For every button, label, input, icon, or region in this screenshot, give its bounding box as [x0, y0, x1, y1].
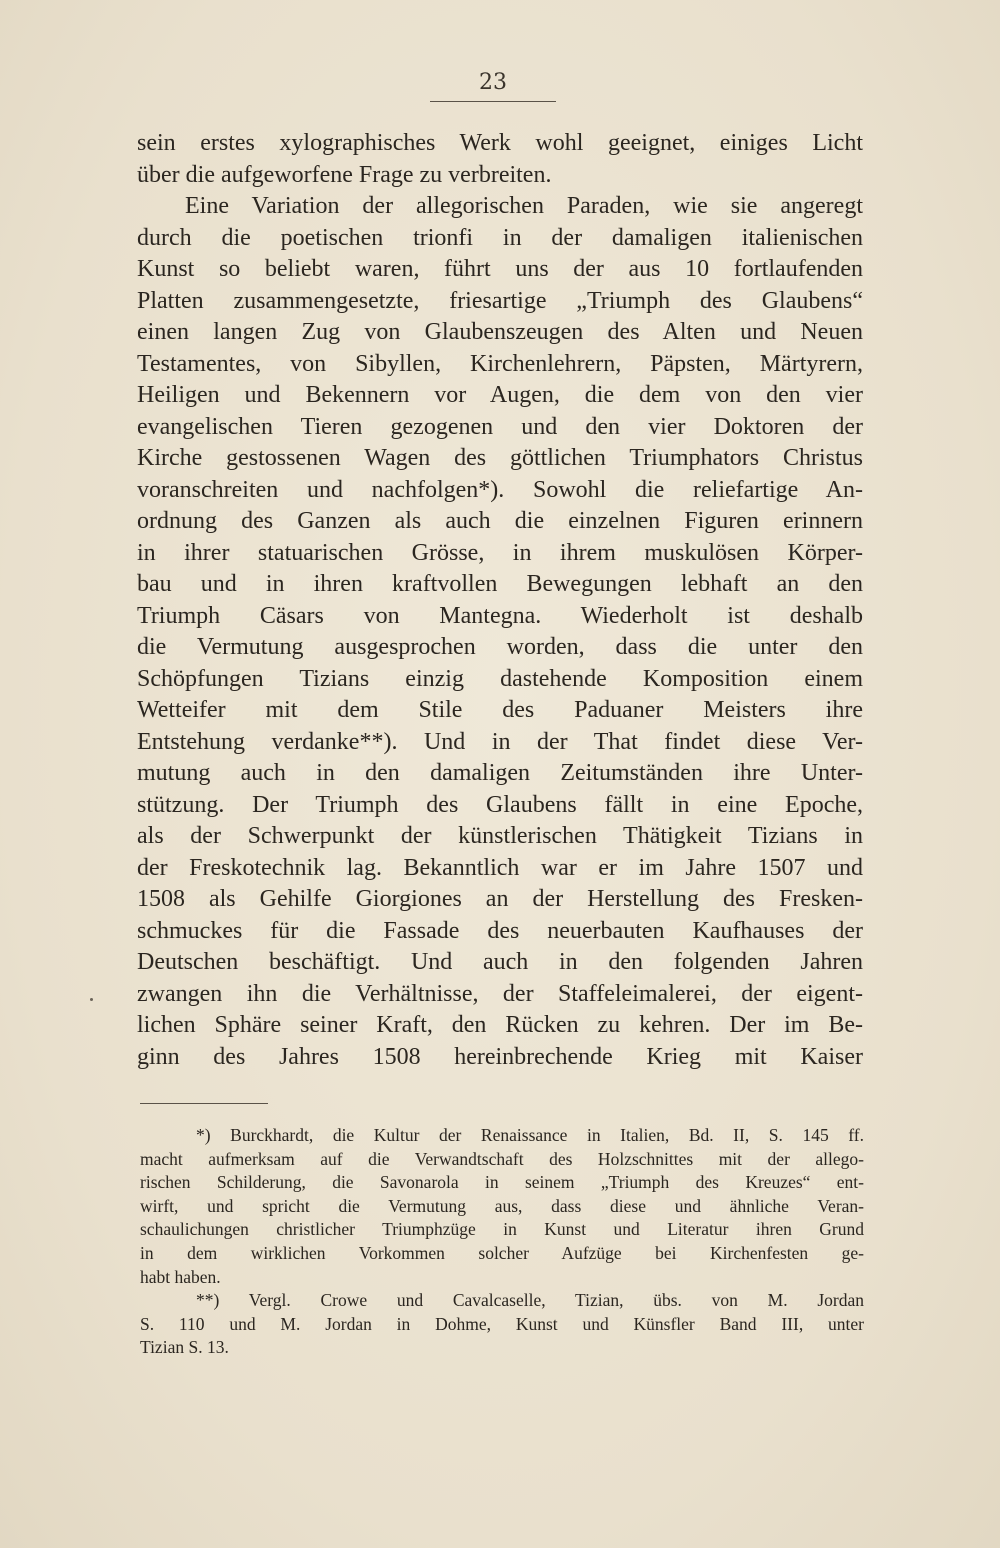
footnote-line: wirft, und spricht die Vermutung aus, dass diese und ähnliche Veran-	[140, 1195, 864, 1216]
body-line: zwangen ihn die Verhältnisse, der Staffeleimalerei, der eigent-	[137, 980, 863, 1007]
body-line: als der Schwerpunkt der künstlerischen Thätigkeit Tizians in	[137, 823, 863, 849]
footnote-rule	[140, 1103, 268, 1104]
footnote-line: schaulichungen christlicher Triumphzüge in Kunst und Literatur ihren Grund	[140, 1219, 864, 1240]
body-line: evangelischen Tieren gezogenen und den vier Doktoren der	[137, 413, 863, 440]
body-line: schmuckes für die Fassade des neuerbauten Kaufhauses der	[137, 917, 863, 944]
footnote-line: in dem wirklichen Vorkommen solcher Aufzüge bei Kirchenfesten ge-	[140, 1242, 864, 1263]
body-line: Deutschen beschäftigt. Und auch in den folgenden Jahren	[137, 949, 863, 975]
body-line: Schöpfungen Tizians einzig dastehende Komposition einem	[137, 665, 863, 692]
body-line: stützung. Der Triumph des Glaubens fällt in eine Epoche,	[137, 791, 863, 818]
body-text	[137, 128, 863, 1073]
body-line: Kirche gestossenen Wagen des göttlichen Triumphators Christus	[137, 445, 863, 471]
body-line: Heiligen und Bekennern vor Augen, die dem von den vier	[137, 382, 863, 408]
footnotes	[140, 1124, 864, 1360]
footnote-line: macht aufmerksam auf die Verwandtschaft des Holzschnittes mit der allego-	[140, 1148, 864, 1169]
footnote-line: habt haben.	[140, 1266, 221, 1287]
body-line: in ihrer statuarischen Grösse, in ihrem muskulösen Körper-	[137, 539, 863, 566]
body-line: ordnung des Ganzen als auch die einzelnen Figuren erinnern	[137, 508, 863, 534]
body-line: lichen Sphäre seiner Kraft, den Rücken zu kehren. Der im Be-	[137, 1012, 863, 1038]
body-line: bau und in ihren kraftvollen Bewegungen lebhaft an den	[137, 571, 863, 597]
paper-speck	[90, 998, 93, 1001]
footnote-line: S. 110 und M. Jordan in Dohme, Kunst und Künsfler Band III, unter	[140, 1313, 864, 1334]
header-rule	[430, 101, 556, 102]
body-line: sein erstes xylographisches Werk wohl geeignet, einiges Licht	[137, 130, 863, 156]
body-line: ginn des Jahres 1508 hereinbrechende Krieg mit Kaiser	[137, 1043, 863, 1070]
body-line: Kunst so beliebt waren, führt uns der aus 10 fortlaufenden	[137, 256, 863, 282]
body-line: einen langen Zug von Glaubenszeugen des Alten und Neuen	[137, 319, 863, 345]
body-line: Triumph Cäsars von Mantegna. Wiederholt ist deshalb	[137, 602, 863, 629]
body-line: der Freskotechnik lag. Bekanntlich war er im Jahre 1507 und	[137, 854, 863, 881]
body-line: 1508 als Gehilfe Giorgiones an der Herstellung des Fresken-	[137, 886, 863, 912]
body-line: über die aufgeworfene Frage zu verbreiten.	[137, 161, 552, 188]
body-line: Platten zusammengesetzte, friesartige „Triumph des Glaubens“	[137, 287, 863, 314]
body-line: die Vermutung ausgesprochen worden, dass die unter den	[137, 634, 863, 660]
body-line: Entstehung verdanke**). Und in der That findet diese Ver-	[137, 728, 863, 755]
body-line: mutung auch in den damaligen Zeitumständen ihre Unter-	[137, 760, 863, 786]
footnote-line: **) Vergl. Crowe und Cavalcaselle, Tizian, übs. von M. Jordan	[196, 1290, 864, 1311]
body-line: Eine Variation der allegorischen Paraden, wie sie angeregt	[185, 193, 863, 219]
footnote-line: Tizian S. 13.	[140, 1337, 229, 1358]
footnote-line: rischen Schilderung, die Savonarola in seinem „Triumph des Kreuzes“ ent-	[140, 1172, 864, 1193]
body-line: durch die poetischen trionfi in der damaligen italienischen	[137, 224, 863, 251]
body-line: voranschreiten und nachfolgen*). Sowohl die reliefartige An-	[137, 476, 863, 503]
page-number: 23	[479, 70, 507, 95]
body-line: Wetteifer mit dem Stile des Paduaner Meisters ihre	[137, 697, 863, 723]
footnote-line: *) Burckhardt, die Kultur der Renaissance in Italien, Bd. II, S. 145 ff.	[196, 1125, 864, 1145]
body-line: Testamentes, von Sibyllen, Kirchenlehrern, Päpsten, Märtyrern,	[137, 350, 863, 377]
